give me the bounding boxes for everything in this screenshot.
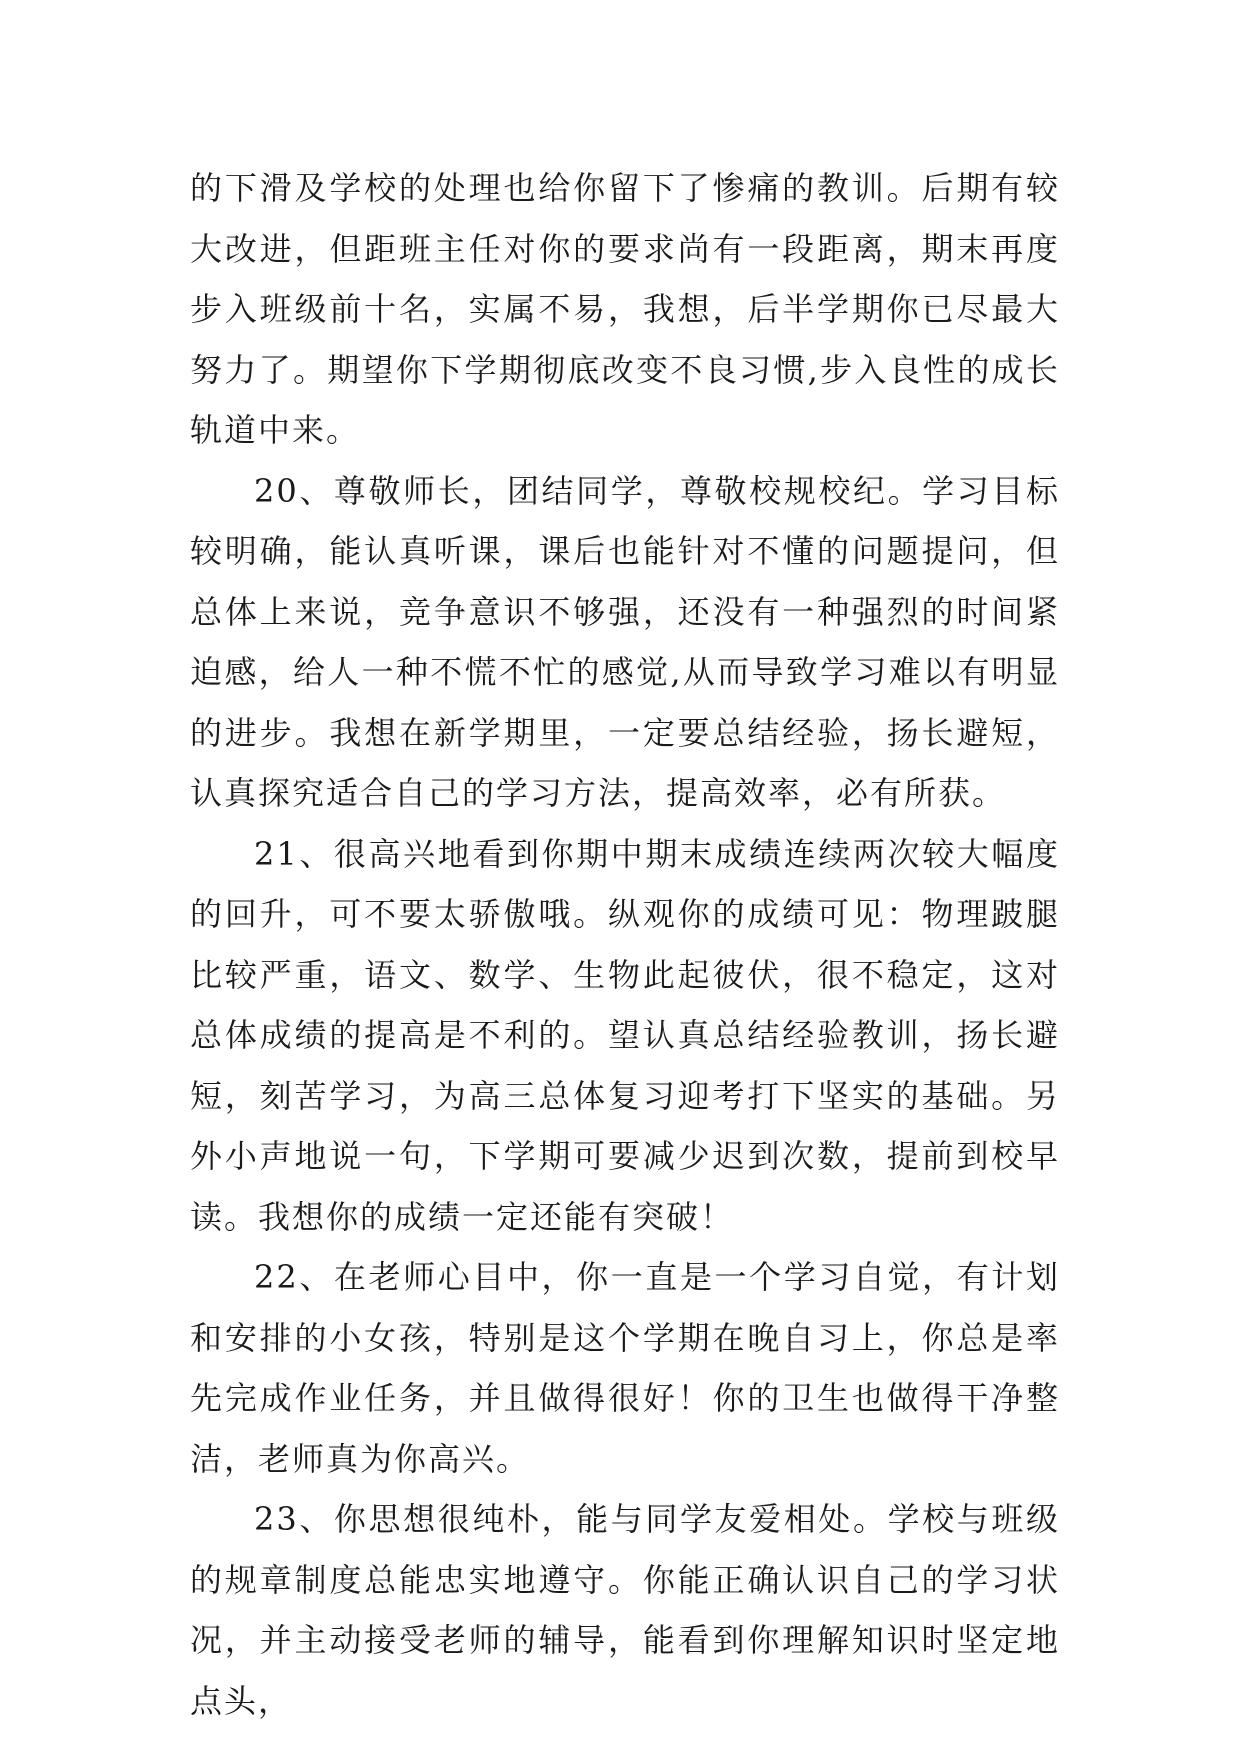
paragraph-comment-23: 23、你思想很纯朴，能与同学友爱相处。学校与班级的规章制度总能忠实地遵守。你能正确认识自己的学习状况，并主动接受老师的辅导，能看到你理解知识时坚定地点头， xyxy=(190,1500,1060,1720)
paragraph-comment-22: 22、在老师心目中，你一直是一个学习自觉，有计划和安排的小女孩，特别是这个学期在晚自习上，你总是率先完成作业任务，并且做得很好！你的卫生也做得干净整洁，老师真为你高兴。 xyxy=(190,1258,1060,1478)
paragraph-comment-20: 20、尊敬师长，团结同学，尊敬校规校纪。学习目标较明确，能认真听课，课后也能针对不懂的问题提问，但总体上来说，竞争意识不够强，还没有一种强烈的时间紧迫感，给人一种不慌不忙的感觉,从而导致学习难以有明显的进步。我想在新学期里，一定要总结经验，扬长避短，认真探究适合自己的学习方法，提高效率，必有所获。 xyxy=(190,471,1060,812)
paragraph-continuation: 的下滑及学校的处理也给你留下了惨痛的教训。后期有较大改进，但距班主任对你的要求尚有一段距离，期末再度步入班级前十名，实属不易，我想，后半学期你已尽最大努力了。期望你下学期彻底改变不良习惯,步入良性的成长轨道中来。 xyxy=(190,169,1060,449)
paragraph-comment-21: 21、很高兴地看到你期中期末成绩连续两次较大幅度的回升，可不要太骄傲哦。纵观你的成绩可见：物理跛腿比较严重，语文、数学、生物此起彼伏，很不稳定，这对总体成绩的提高是不利的。望认真总结经验教训，扬长避短，刻苦学习，为高三总体复习迎考打下坚实的基础。另外小声地说一句，下学期可要减少迟到次数，提前到校早读。我想你的成绩一定还能有突破！ xyxy=(190,834,1060,1236)
document-body xyxy=(190,158,1060,1731)
